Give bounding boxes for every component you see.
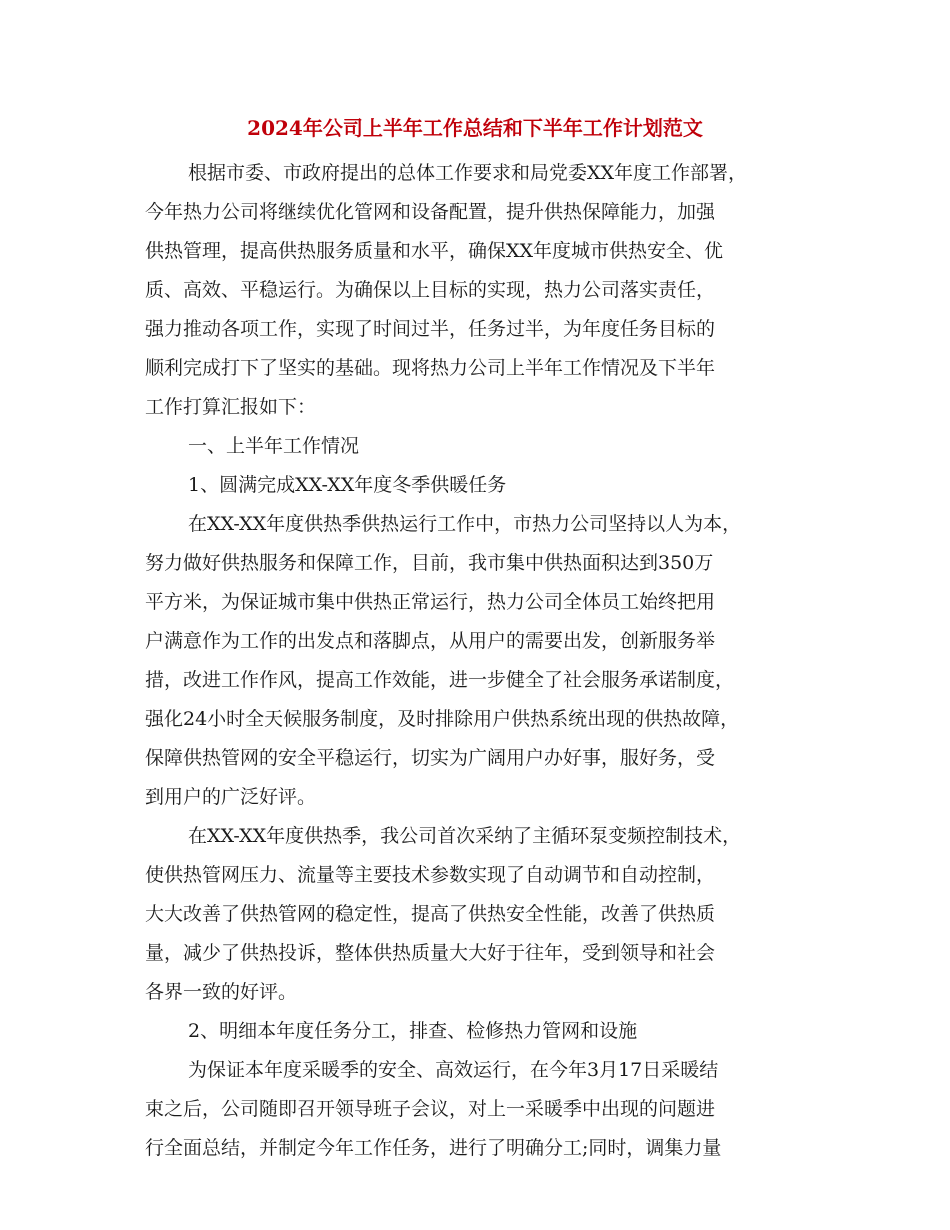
paragraph-line: 今年热力公司将继续优化管网和设备配置，提升供热保障能力，加强 — [145, 201, 716, 223]
paragraph-line: 行全面总结，并制定今年工作任务，进行了明确分工;同时，调集力量 — [145, 1137, 722, 1159]
paragraph-line: 平方米，为保证城市集中供热正常运行，热力公司全体员工始终把用 — [145, 591, 716, 613]
paragraph-line: 使供热管网压力、流量等主要技术参数实现了自动调节和自动控制， — [145, 864, 716, 886]
paragraph-line: 顺利完成打下了坚实的基础。现将热力公司上半年工作情况及下半年 — [145, 357, 716, 379]
paragraph-line: 努力做好供热服务和保障工作，目前，我市集中供热面积达到350万 — [145, 552, 714, 574]
subsection-heading: 1、圆满完成XX-XX年度冬季供暖任务 — [188, 474, 507, 496]
paragraph-line: 束之后，公司随即召开领导班子会议，对上一采暖季中出现的问题进 — [145, 1098, 716, 1120]
paragraph-line: 措，改进工作作风，提高工作效能，进一步健全了社会服务承诺制度， — [145, 669, 735, 691]
paragraph-line: 在XX-XX年度供热季供热运行工作中，市热力公司坚持以人为本， — [188, 513, 742, 535]
paragraph-line: 户满意作为工作的出发点和落脚点，从用户的需要出发，创新服务举 — [145, 630, 716, 652]
paragraph-line: 供热管理，提高供热服务质量和水平，确保XX年度城市供热安全、优 — [145, 240, 724, 262]
paragraph-line: 强化24小时全天候服务制度，及时排除用户供热系统出现的供热故障， — [145, 708, 740, 730]
paragraph-line: 保障供热管网的安全平稳运行，切实为广阔用户办好事，服好务，受 — [145, 747, 716, 769]
paragraph-line: 到用户的广泛好评。 — [145, 786, 317, 808]
paragraph-line: 工作打算汇报如下： — [145, 396, 317, 418]
paragraph-line: 强力推动各项工作，实现了时间过半，任务过半，为年度任务目标的 — [145, 318, 716, 340]
subsection-heading: 2、明细本年度任务分工，排查、检修热力管网和设施 — [188, 1020, 638, 1042]
paragraph-line: 质、高效、平稳运行。为确保以上目标的实现，热力公司落实责任， — [145, 279, 716, 301]
paragraph-line: 量，减少了供热投诉，整体供热质量大大好于往年，受到领导和社会 — [145, 942, 716, 964]
paragraph-line: 根据市委、市政府提出的总体工作要求和局党委XX年度工作部署， — [188, 162, 748, 184]
paragraph-line: 为保证本年度采暖季的安全、高效运行，在今年3月17日采暖结 — [188, 1059, 719, 1081]
paragraph-line: 大大改善了供热管网的稳定性，提高了供热安全性能，改善了供热质 — [145, 903, 716, 925]
document-title: 2024年公司上半年工作总结和下半年工作计划范文 — [247, 116, 703, 140]
paragraph-line: 各界一致的好评。 — [145, 981, 298, 1003]
section-heading: 一、上半年工作情况 — [188, 435, 360, 457]
paragraph-line: 在XX-XX年度供热季，我公司首次采纳了主循环泵变频控制技术， — [188, 825, 742, 847]
